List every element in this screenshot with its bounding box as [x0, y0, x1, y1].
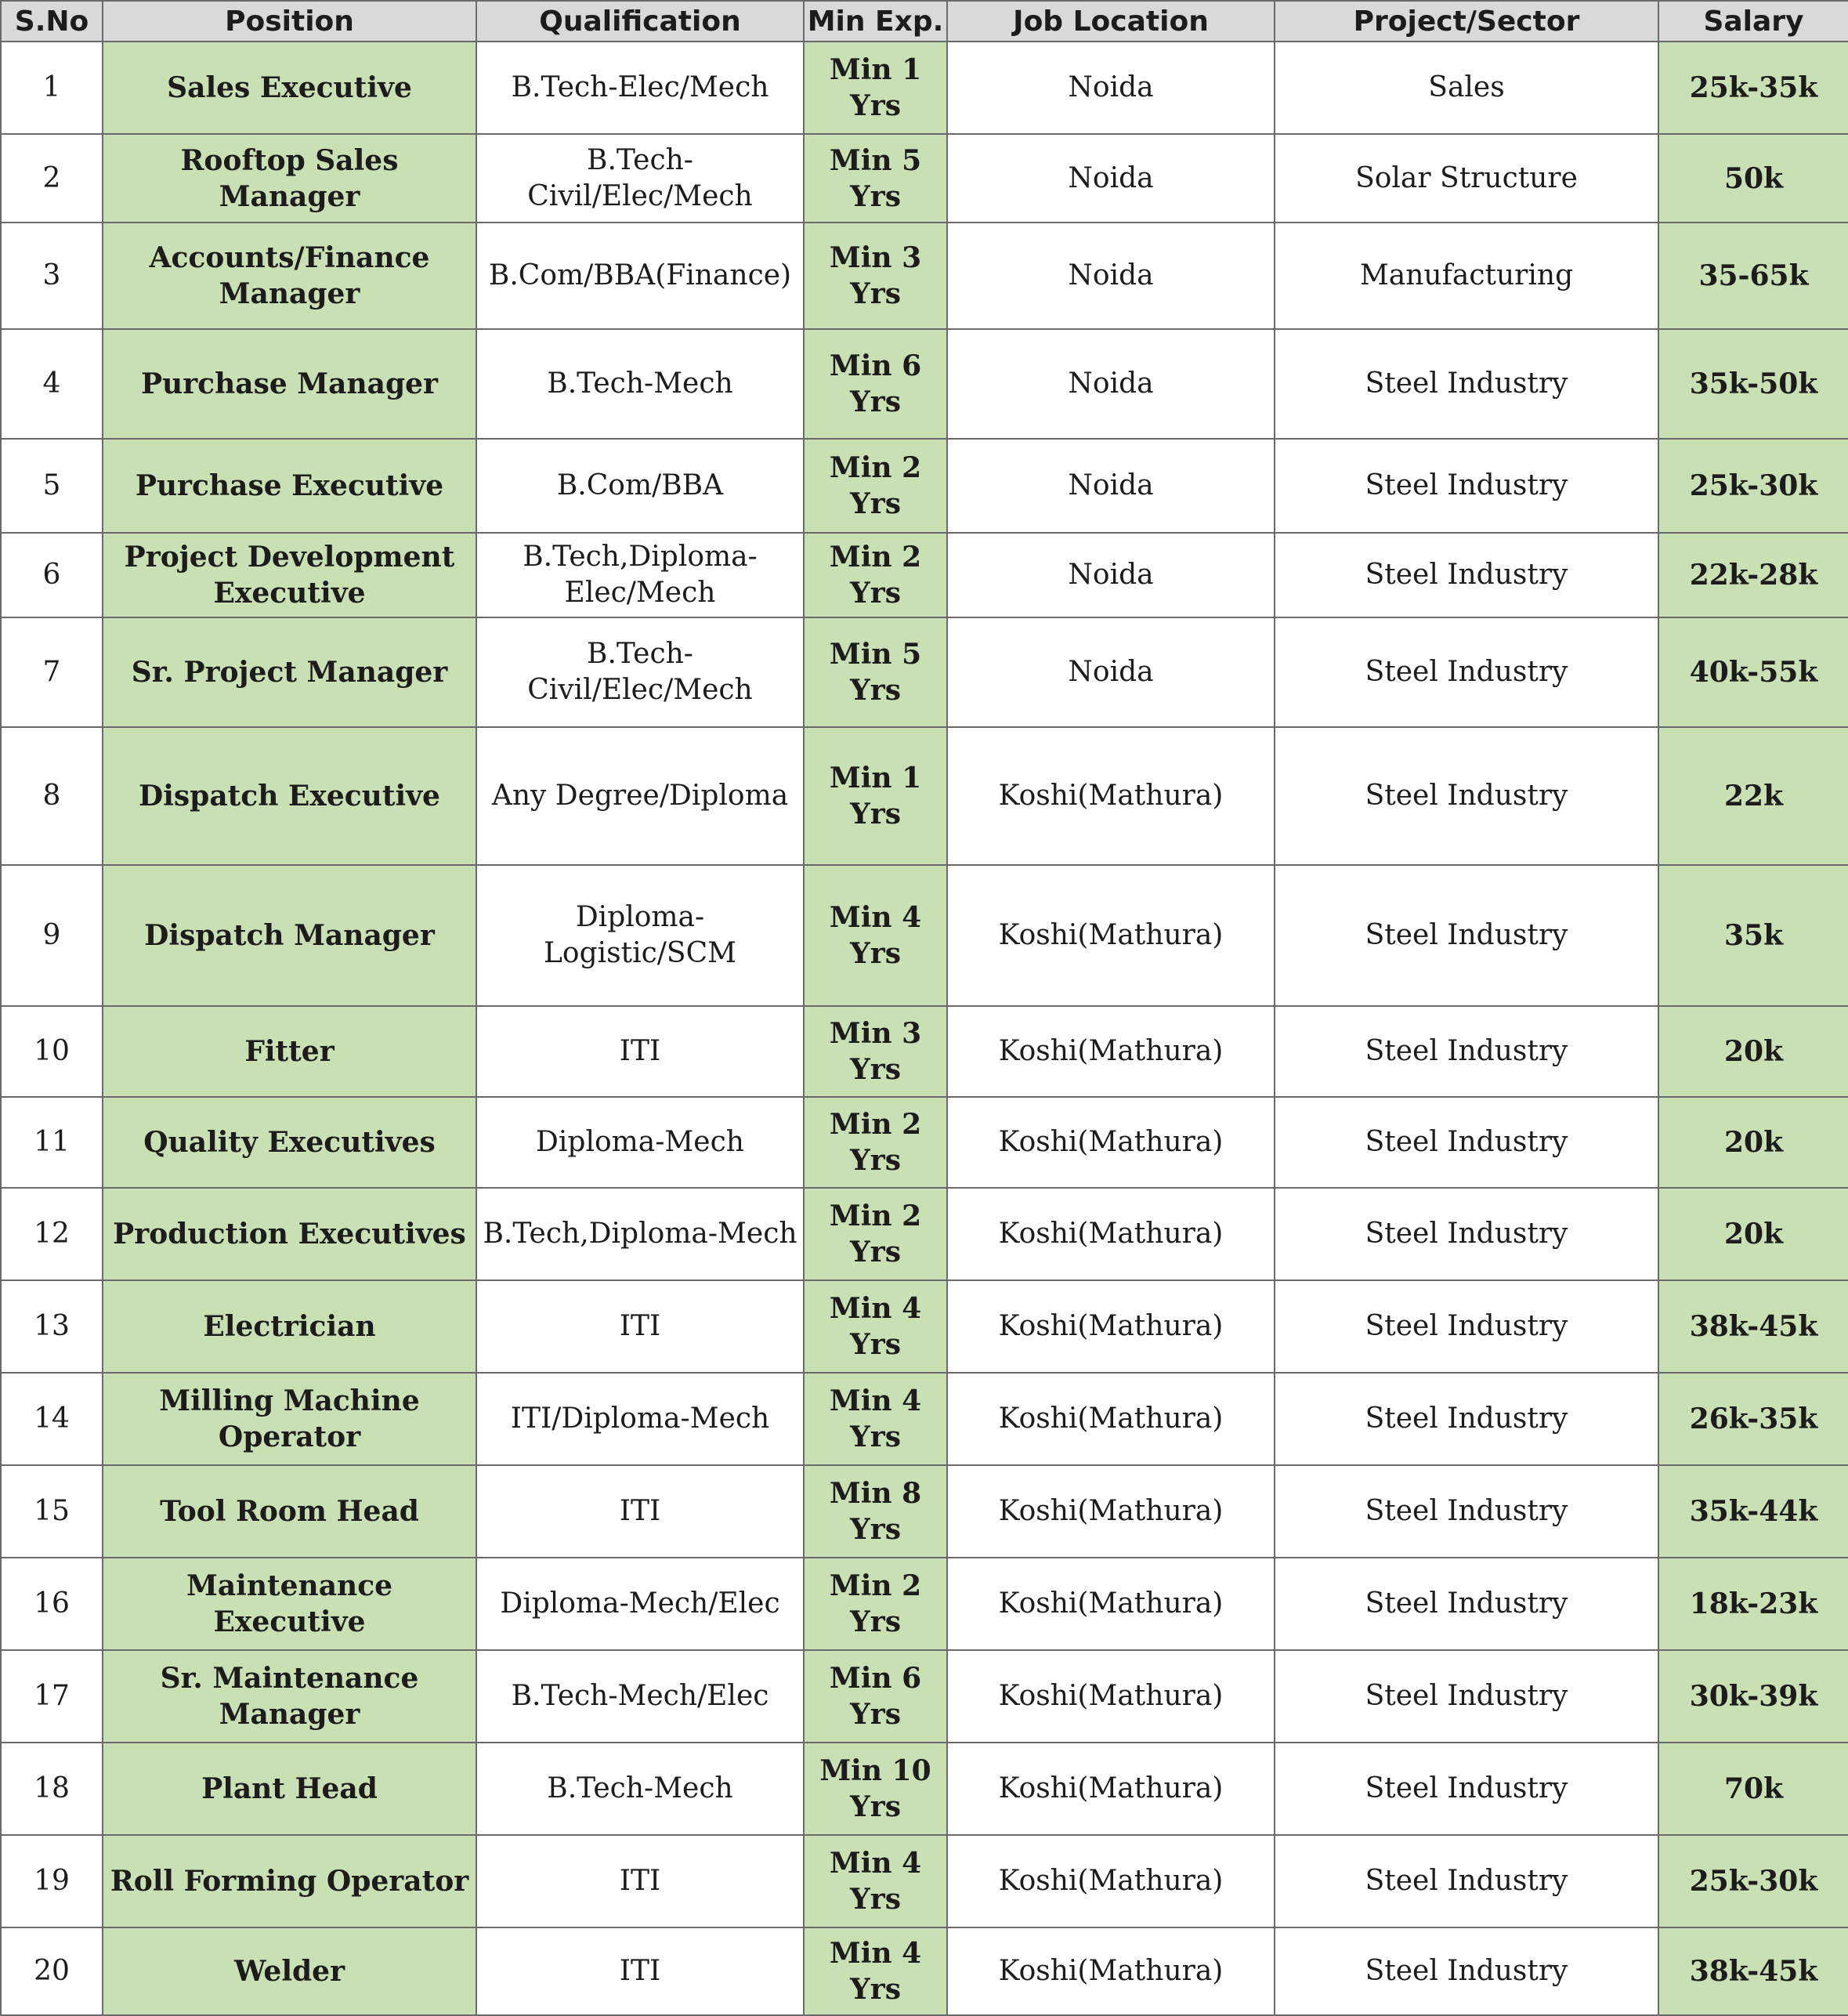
- table-row: [1, 1650, 1848, 1743]
- position-cell: Milling Machine Operator: [103, 1373, 476, 1465]
- sno-cell: 8: [1, 727, 103, 865]
- sno-cell: 16: [1, 1558, 103, 1650]
- position-cell: Purchase Manager: [103, 329, 476, 439]
- project-sector-cell: Steel Industry: [1275, 727, 1658, 865]
- min-exp-cell: Min 4 Yrs: [804, 865, 947, 1006]
- min-exp-cell: Min 2 Yrs: [804, 1188, 947, 1280]
- min-exp-cell: Min 2 Yrs: [804, 1558, 947, 1650]
- min-exp-cell: Min 2 Yrs: [804, 1097, 947, 1188]
- job-location-cell: Koshi(Mathura): [947, 1465, 1275, 1558]
- position-cell: Quality Executives: [103, 1097, 476, 1188]
- qualification-cell: Diploma-Mech: [476, 1097, 804, 1188]
- table-row: [1, 223, 1848, 329]
- table-row: [1, 1373, 1848, 1465]
- header-min-exp: Min Exp.: [804, 1, 947, 42]
- position-cell: Electrician: [103, 1280, 476, 1373]
- qualification-cell: Any Degree/Diploma: [476, 727, 804, 865]
- project-sector-cell: Steel Industry: [1275, 865, 1658, 1006]
- header-position: Position: [103, 1, 476, 42]
- project-sector-cell: Steel Industry: [1275, 1465, 1658, 1558]
- table-body: [1, 42, 1848, 2015]
- min-exp-cell: Min 2 Yrs: [804, 533, 947, 617]
- qualification-cell: B.Tech,Diploma- Elec/Mech: [476, 533, 804, 617]
- qualification-cell: B.Tech- Civil/Elec/Mech: [476, 617, 804, 727]
- min-exp-cell: Min 2 Yrs: [804, 439, 947, 533]
- project-sector-cell: Steel Industry: [1275, 1188, 1658, 1280]
- project-sector-cell: Steel Industry: [1275, 533, 1658, 617]
- sno-cell: 10: [1, 1006, 103, 1097]
- job-location-cell: Koshi(Mathura): [947, 1373, 1275, 1465]
- salary-cell: 18k-23k: [1658, 1558, 1848, 1650]
- sno-cell: 2: [1, 134, 103, 223]
- job-location-cell: Koshi(Mathura): [947, 1280, 1275, 1373]
- sno-cell: 19: [1, 1835, 103, 1927]
- job-location-cell: Noida: [947, 533, 1275, 617]
- project-sector-cell: Steel Industry: [1275, 1650, 1658, 1743]
- position-cell: Rooftop Sales Manager: [103, 134, 476, 223]
- job-location-cell: Koshi(Mathura): [947, 1558, 1275, 1650]
- position-cell: Project Development Executive: [103, 533, 476, 617]
- project-sector-cell: Steel Industry: [1275, 1927, 1658, 2015]
- qualification-cell: ITI: [476, 1927, 804, 2015]
- job-location-cell: Koshi(Mathura): [947, 1835, 1275, 1927]
- salary-cell: 35-65k: [1658, 223, 1848, 329]
- qualification-cell: ITI: [476, 1835, 804, 1927]
- sno-cell: 17: [1, 1650, 103, 1743]
- qualification-cell: ITI: [476, 1465, 804, 1558]
- position-cell: Dispatch Manager: [103, 865, 476, 1006]
- header-sno: S.No: [1, 1, 103, 42]
- salary-cell: 20k: [1658, 1006, 1848, 1097]
- job-location-cell: Noida: [947, 617, 1275, 727]
- sno-cell: 7: [1, 617, 103, 727]
- position-cell: Sr. Maintenance Manager: [103, 1650, 476, 1743]
- salary-cell: 38k-45k: [1658, 1927, 1848, 2015]
- min-exp-cell: Min 4 Yrs: [804, 1835, 947, 1927]
- job-location-cell: Koshi(Mathura): [947, 1006, 1275, 1097]
- project-sector-cell: Steel Industry: [1275, 1280, 1658, 1373]
- table-row: [1, 1927, 1848, 2015]
- job-location-cell: Koshi(Mathura): [947, 1650, 1275, 1743]
- job-location-cell: Noida: [947, 223, 1275, 329]
- sno-cell: 20: [1, 1927, 103, 2015]
- table-row: [1, 1743, 1848, 1835]
- table-row: [1, 1465, 1848, 1558]
- job-location-cell: Koshi(Mathura): [947, 1743, 1275, 1835]
- project-sector-cell: Steel Industry: [1275, 1097, 1658, 1188]
- qualification-cell: B.Tech-Mech: [476, 329, 804, 439]
- position-cell: Tool Room Head: [103, 1465, 476, 1558]
- job-location-cell: Koshi(Mathura): [947, 727, 1275, 865]
- qualification-cell: ITI/Diploma-Mech: [476, 1373, 804, 1465]
- table-row: [1, 617, 1848, 727]
- table-row: [1, 134, 1848, 223]
- min-exp-cell: Min 5 Yrs: [804, 617, 947, 727]
- min-exp-cell: Min 6 Yrs: [804, 1650, 947, 1743]
- position-cell: Production Executives: [103, 1188, 476, 1280]
- project-sector-cell: Solar Structure: [1275, 134, 1658, 223]
- project-sector-cell: Steel Industry: [1275, 1743, 1658, 1835]
- project-sector-cell: Steel Industry: [1275, 1835, 1658, 1927]
- table-row: [1, 1558, 1848, 1650]
- salary-cell: 35k-50k: [1658, 329, 1848, 439]
- table-row: [1, 1188, 1848, 1280]
- table-row: [1, 439, 1848, 533]
- header-qualification: Qualification: [476, 1, 804, 42]
- sno-cell: 18: [1, 1743, 103, 1835]
- sno-cell: 14: [1, 1373, 103, 1465]
- qualification-cell: Diploma-Mech/Elec: [476, 1558, 804, 1650]
- position-cell: Sales Executive: [103, 42, 476, 134]
- project-sector-cell: Steel Industry: [1275, 439, 1658, 533]
- table-row: [1, 727, 1848, 865]
- salary-cell: 35k-44k: [1658, 1465, 1848, 1558]
- qualification-cell: B.Tech,Diploma-Mech: [476, 1188, 804, 1280]
- position-cell: Accounts/Finance Manager: [103, 223, 476, 329]
- position-cell: Sr. Project Manager: [103, 617, 476, 727]
- position-cell: Fitter: [103, 1006, 476, 1097]
- salary-cell: 25k-35k: [1658, 42, 1848, 134]
- salary-cell: 30k-39k: [1658, 1650, 1848, 1743]
- job-location-cell: Koshi(Mathura): [947, 1188, 1275, 1280]
- sno-cell: 11: [1, 1097, 103, 1188]
- qualification-cell: Diploma- Logistic/SCM: [476, 865, 804, 1006]
- position-cell: Welder: [103, 1927, 476, 2015]
- min-exp-cell: Min 4 Yrs: [804, 1927, 947, 2015]
- qualification-cell: B.Tech-Elec/Mech: [476, 42, 804, 134]
- sno-cell: 5: [1, 439, 103, 533]
- position-cell: Dispatch Executive: [103, 727, 476, 865]
- salary-cell: 40k-55k: [1658, 617, 1848, 727]
- job-location-cell: Noida: [947, 134, 1275, 223]
- salary-cell: 25k-30k: [1658, 439, 1848, 533]
- salary-cell: 22k-28k: [1658, 533, 1848, 617]
- table-row: [1, 1280, 1848, 1373]
- position-cell: Purchase Executive: [103, 439, 476, 533]
- min-exp-cell: Min 6 Yrs: [804, 329, 947, 439]
- project-sector-cell: Steel Industry: [1275, 329, 1658, 439]
- job-location-cell: Koshi(Mathura): [947, 1927, 1275, 2015]
- sno-cell: 12: [1, 1188, 103, 1280]
- qualification-cell: ITI: [476, 1280, 804, 1373]
- qualification-cell: B.Com/BBA(Finance): [476, 223, 804, 329]
- header-job-location: Job Location: [947, 1, 1275, 42]
- table-row: [1, 1835, 1848, 1927]
- min-exp-cell: Min 8 Yrs: [804, 1465, 947, 1558]
- position-cell: Roll Forming Operator: [103, 1835, 476, 1927]
- position-cell: Plant Head: [103, 1743, 476, 1835]
- sno-cell: 15: [1, 1465, 103, 1558]
- table-row: [1, 1097, 1848, 1188]
- min-exp-cell: Min 5 Yrs: [804, 134, 947, 223]
- job-location-cell: Noida: [947, 42, 1275, 134]
- qualification-cell: B.Tech-Mech: [476, 1743, 804, 1835]
- sno-cell: 4: [1, 329, 103, 439]
- salary-cell: 20k: [1658, 1188, 1848, 1280]
- sno-cell: 6: [1, 533, 103, 617]
- salary-cell: 35k: [1658, 865, 1848, 1006]
- job-location-cell: Koshi(Mathura): [947, 1097, 1275, 1188]
- sno-cell: 9: [1, 865, 103, 1006]
- table-header: [1, 1, 1848, 42]
- table-row: [1, 865, 1848, 1006]
- salary-cell: 38k-45k: [1658, 1280, 1848, 1373]
- table-row: [1, 42, 1848, 134]
- job-location-cell: Noida: [947, 439, 1275, 533]
- salary-cell: 26k-35k: [1658, 1373, 1848, 1465]
- salary-cell: 20k: [1658, 1097, 1848, 1188]
- min-exp-cell: Min 4 Yrs: [804, 1373, 947, 1465]
- salary-cell: 22k: [1658, 727, 1848, 865]
- position-cell: Maintenance Executive: [103, 1558, 476, 1650]
- min-exp-cell: Min 4 Yrs: [804, 1280, 947, 1373]
- job-location-cell: Koshi(Mathura): [947, 865, 1275, 1006]
- min-exp-cell: Min 10 Yrs: [804, 1743, 947, 1835]
- min-exp-cell: Min 3 Yrs: [804, 223, 947, 329]
- qualification-cell: B.Tech- Civil/Elec/Mech: [476, 134, 804, 223]
- project-sector-cell: Manufacturing: [1275, 223, 1658, 329]
- project-sector-cell: Steel Industry: [1275, 1006, 1658, 1097]
- qualification-cell: ITI: [476, 1006, 804, 1097]
- sno-cell: 13: [1, 1280, 103, 1373]
- project-sector-cell: Steel Industry: [1275, 1373, 1658, 1465]
- header-row: [1, 1, 1848, 42]
- min-exp-cell: Min 3 Yrs: [804, 1006, 947, 1097]
- salary-cell: 25k-30k: [1658, 1835, 1848, 1927]
- sno-cell: 3: [1, 223, 103, 329]
- qualification-cell: B.Tech-Mech/Elec: [476, 1650, 804, 1743]
- table-row: [1, 329, 1848, 439]
- project-sector-cell: Steel Industry: [1275, 1558, 1658, 1650]
- salary-cell: 70k: [1658, 1743, 1848, 1835]
- table-row: [1, 533, 1848, 617]
- project-sector-cell: Steel Industry: [1275, 617, 1658, 727]
- header-salary: Salary: [1658, 1, 1848, 42]
- sno-cell: 1: [1, 42, 103, 134]
- min-exp-cell: Min 1 Yrs: [804, 42, 947, 134]
- project-sector-cell: Sales: [1275, 42, 1658, 134]
- min-exp-cell: Min 1 Yrs: [804, 727, 947, 865]
- salary-cell: 50k: [1658, 134, 1848, 223]
- table-row: [1, 1006, 1848, 1097]
- header-project-sector: Project/Sector: [1275, 1, 1658, 42]
- job-location-cell: Noida: [947, 329, 1275, 439]
- qualification-cell: B.Com/BBA: [476, 439, 804, 533]
